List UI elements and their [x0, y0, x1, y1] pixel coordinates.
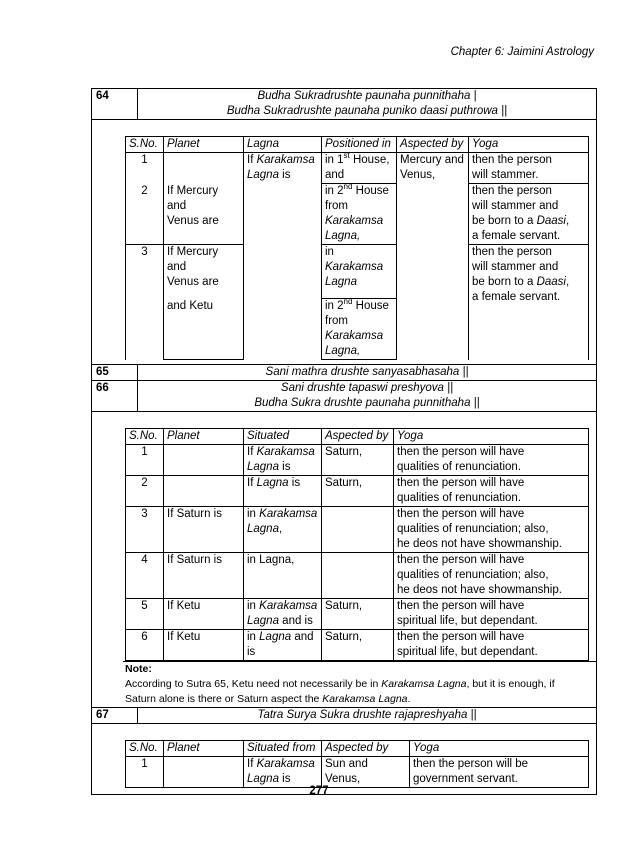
cell-line: will stammer and — [472, 261, 559, 273]
cell-yoga — [410, 757, 589, 788]
sutra-line: Budha Sukradrushte paunaha puniko daasi puthrowa || — [226, 105, 508, 117]
col-header: Planet — [164, 429, 244, 445]
col-header: Yoga — [394, 429, 589, 445]
cell-line: and — [325, 169, 345, 181]
cell-planet: and Ketu — [164, 299, 244, 360]
cell-line: then the person will have — [397, 477, 525, 489]
cell-line: in Karakamsa — [247, 508, 318, 520]
cell-line: Lagna, — [325, 345, 361, 357]
sutra-row-66 — [92, 381, 597, 412]
cell-position — [322, 245, 397, 299]
cell-position — [322, 153, 397, 184]
cell-situated — [244, 599, 322, 630]
sutra-row-64 — [92, 89, 597, 120]
cell-line: spiritual life, but dependant. — [397, 646, 538, 658]
cell-line: Karakamsa — [325, 330, 384, 342]
cell-situated — [244, 630, 322, 661]
col-header: S.No. — [126, 429, 164, 445]
yoga-table-66 — [125, 428, 589, 661]
cell-yoga — [394, 476, 589, 507]
col-header: S.No. — [126, 137, 164, 153]
note-label: Note: — [125, 663, 152, 675]
col-header: S.No. — [126, 741, 164, 757]
cell-line: spiritual life, but dependant. — [397, 615, 538, 627]
cell-line: a female servant. — [472, 291, 561, 303]
cell-line: Lagna is — [247, 169, 291, 181]
cell-planet: If Ketu — [164, 630, 244, 661]
cell-line: Mercury and — [400, 154, 464, 166]
sutra-row-65 — [92, 365, 597, 381]
cell-line: then the person will have — [397, 554, 525, 566]
col-header: Planet — [164, 137, 244, 153]
cell-line: If Karakamsa — [247, 154, 315, 166]
table-header-row — [126, 137, 589, 153]
cell-sno: 6 — [126, 630, 164, 661]
cell-line: in 1st House, — [325, 151, 390, 166]
sutra-number: 67 — [92, 708, 138, 724]
cell-line: then the person will be — [413, 758, 529, 770]
sutra-67-table-row — [92, 724, 597, 795]
cell-line: qualities of renunciation; also, — [397, 523, 549, 535]
cell-line: then the person will have — [397, 600, 525, 612]
cell-planet: If Saturn is — [164, 507, 244, 553]
cell-line: will stammer. — [472, 169, 539, 181]
cell-planet — [164, 184, 244, 245]
cell-yoga — [394, 599, 589, 630]
cell-situated: in Lagna, — [244, 553, 322, 599]
cell-line: If Lagna is — [247, 477, 301, 489]
cell-line: then the person will have — [397, 508, 525, 520]
sutra-text — [138, 365, 597, 381]
col-header: Aspected by — [397, 137, 469, 153]
cell-line: Venus are — [167, 276, 219, 288]
sutra-row-67 — [92, 708, 597, 724]
cell-sno: 1 — [126, 757, 164, 788]
sutra-line: Budha Sukra drushte paunaha punnithaha || — [254, 397, 480, 409]
note-line: Saturn alone is there or Saturn aspect the Karakamsa Lagna. — [125, 693, 411, 705]
cell-sno: 5 — [126, 599, 164, 630]
table-row — [126, 245, 589, 299]
cell-yoga — [469, 184, 589, 245]
cell-aspected: Saturn, — [322, 445, 394, 476]
cell-sno: 1 — [126, 445, 164, 476]
sutra-table — [91, 88, 597, 795]
sutra-number: 66 — [92, 381, 138, 412]
cell-situated — [244, 757, 322, 788]
note — [123, 661, 596, 707]
cell-situated — [244, 476, 322, 507]
table-row — [126, 630, 589, 661]
sutra-64-table-row — [92, 120, 597, 365]
sutra-line: Tatra Surya Sukra drushte rajapreshyaha || — [257, 709, 477, 721]
table-row — [126, 476, 589, 507]
cell-yoga — [469, 245, 589, 360]
cell-line: Lagna and is — [247, 615, 313, 627]
sutra-text — [138, 708, 597, 724]
cell-lagna — [244, 153, 322, 360]
yoga-table-64 — [125, 136, 589, 360]
cell-line: in Karakamsa — [325, 246, 384, 273]
cell-line: Venus are — [167, 214, 219, 227]
cell-line: government servant. — [413, 773, 518, 785]
cell-line: then the person — [472, 185, 552, 197]
cell-line: then the person — [472, 154, 552, 166]
cell-line: be born to a Daasi, — [472, 215, 570, 227]
table-row — [126, 553, 589, 599]
cell-yoga — [469, 153, 589, 184]
col-header: Planet — [164, 741, 244, 757]
cell-line: Lagna, — [247, 523, 283, 535]
cell-line: Venus, — [400, 169, 436, 181]
cell-line: qualities of renunciation. — [397, 492, 522, 504]
table-row — [126, 507, 589, 553]
cell-planet: If Ketu — [164, 599, 244, 630]
col-header: Yoga — [469, 137, 589, 153]
cell-sno: 3 — [126, 245, 164, 360]
cell-sno: 4 — [126, 553, 164, 599]
page-number: 277 — [309, 785, 329, 797]
cell-yoga — [394, 630, 589, 661]
table-header-row — [126, 429, 589, 445]
cell-line: from — [325, 200, 348, 212]
cell-position — [322, 184, 397, 245]
cell-yoga — [394, 507, 589, 553]
col-header: Situated — [244, 429, 322, 445]
cell-line: in Lagna and is — [247, 631, 314, 658]
cell-sno: 1 — [126, 153, 164, 184]
yoga-table-67 — [125, 740, 589, 788]
cell-situated — [244, 445, 322, 476]
chapter-header: Chapter 6: Jaimini Astrology — [450, 46, 594, 58]
cell-aspected — [397, 153, 469, 360]
cell-line: a female servant. — [472, 230, 561, 242]
cell-aspected: Saturn, — [322, 476, 394, 507]
cell-line: If Karakamsa — [247, 446, 315, 458]
cell-line: he deos not have showmanship. — [397, 584, 562, 596]
col-header: Yoga — [410, 741, 589, 757]
cell-line: Lagna is — [247, 773, 291, 785]
cell-line: Lagna, — [325, 230, 361, 242]
sutra-number: 64 — [92, 89, 138, 120]
sutra-text — [138, 381, 597, 412]
cell-sno: 2 — [126, 476, 164, 507]
cell-line: Lagna is — [247, 461, 291, 473]
sutra-number: 65 — [92, 365, 138, 381]
cell-line: be born to a Daasi, — [472, 276, 570, 288]
cell-planet — [164, 245, 244, 299]
cell-line: then the person — [472, 246, 552, 258]
cell-line: then the person will have — [397, 631, 525, 643]
cell-line: qualities of renunciation; also, — [397, 569, 549, 581]
cell-line: then the person will have — [397, 446, 525, 458]
cell-line: in 2nd House — [325, 297, 389, 312]
col-header: Positioned in — [322, 137, 397, 153]
cell-line: he deos not have showmanship. — [397, 538, 562, 550]
cell-line: in 2nd House — [325, 182, 389, 197]
cell-yoga — [394, 445, 589, 476]
cell-aspected — [322, 553, 394, 599]
sutra-line: Sani mathra drushte sanyasabhasaha || — [265, 366, 469, 378]
cell-line: will stammer and — [472, 200, 559, 212]
cell-line: If Karakamsa — [247, 758, 315, 770]
cell-line: qualities of renunciation. — [397, 461, 522, 473]
cell-line: If Mercury and — [167, 246, 219, 273]
cell-aspected: Sun and Venus, — [322, 757, 410, 788]
cell-planet — [164, 757, 244, 788]
table-header-row — [126, 741, 589, 757]
cell-sno: 3 — [126, 507, 164, 553]
cell-line: in Karakamsa — [247, 600, 318, 612]
cell-line: Lagna — [325, 276, 357, 288]
cell-planet — [164, 445, 244, 476]
cell-planet — [164, 476, 244, 507]
cell-sno: 2 — [126, 184, 164, 245]
cell-planet — [164, 153, 244, 184]
cell-aspected: Saturn, — [322, 630, 394, 661]
table-row — [126, 445, 589, 476]
cell-yoga — [394, 553, 589, 599]
cell-line: If Mercury and — [167, 184, 219, 212]
cell-aspected: Saturn, — [322, 599, 394, 630]
table-row — [126, 153, 589, 184]
col-header: Aspected by — [322, 741, 410, 757]
cell-line: from — [325, 315, 348, 327]
col-header: Lagna — [244, 137, 322, 153]
note-line: According to Sutra 65, Ketu need not necessarily be in Karakamsa Lagna, but it is enough, if — [125, 678, 555, 690]
cell-situated — [244, 507, 322, 553]
table-row — [126, 184, 589, 245]
cell-aspected — [322, 507, 394, 553]
table-row — [126, 599, 589, 630]
col-header: Aspected by — [322, 429, 394, 445]
sutra-line: Sani drushte tapaswi preshyova || — [280, 382, 454, 394]
table-row — [126, 757, 589, 788]
sutra-text — [138, 89, 597, 120]
sutra-line: Budha Sukradrushte paunaha punnithaha | — [257, 90, 477, 102]
col-header: Situated from — [244, 741, 322, 757]
cell-planet: If Saturn is — [164, 553, 244, 599]
cell-position — [322, 299, 397, 360]
cell-line: Karakamsa — [325, 215, 384, 227]
sutra-66-table-row — [92, 412, 597, 708]
